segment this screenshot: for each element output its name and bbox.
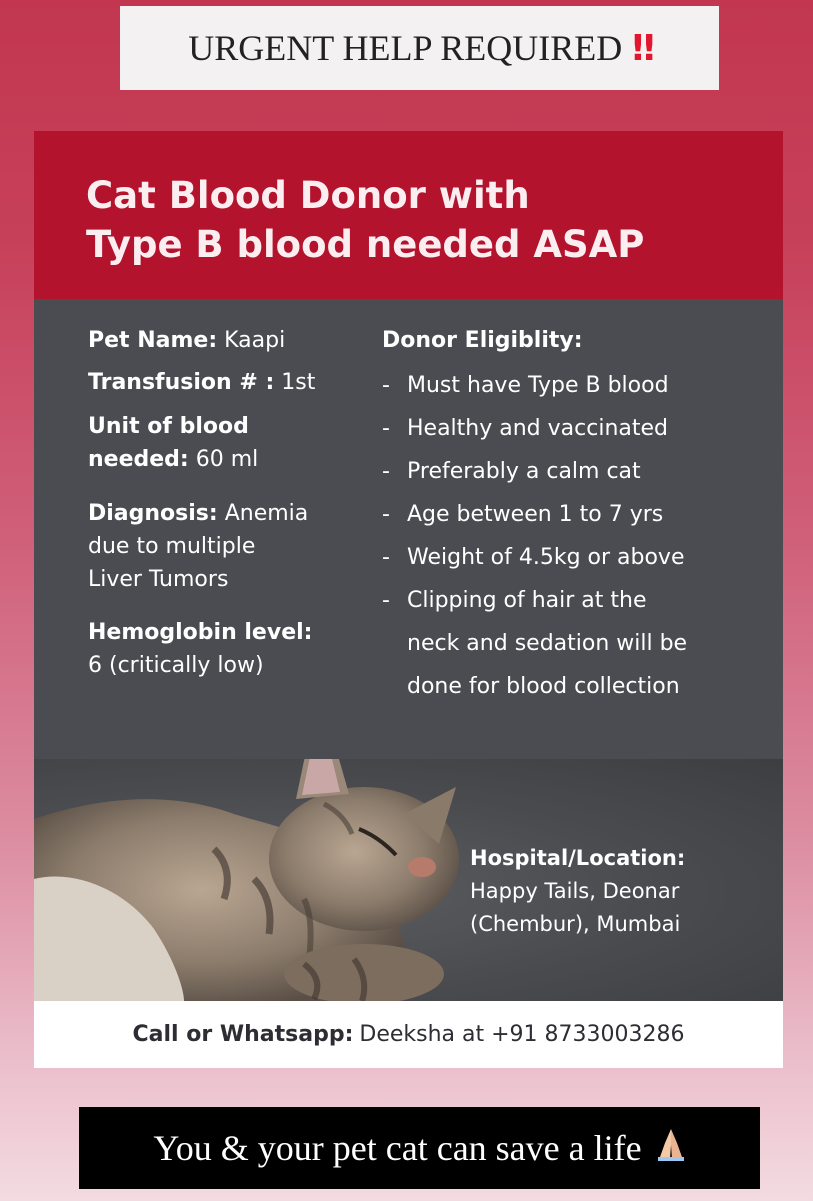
double-exclamation-icon: ‼ (632, 27, 651, 69)
diagnosis-value-line-2: due to multiple (88, 534, 256, 559)
list-item: - Preferably a calm cat (382, 459, 641, 484)
praying-hands-icon (656, 1127, 686, 1169)
pet-name-label: Pet Name: (88, 328, 218, 353)
list-item: - Healthy and vaccinated (382, 416, 668, 441)
unit-label-line-2: needed: (88, 447, 189, 472)
title-line-1: Cat Blood Donor with (86, 174, 530, 217)
pet-name-row (88, 324, 368, 357)
contact-label: Call or Whatsapp: (132, 1022, 354, 1047)
urgent-banner-text: URGENT HELP REQUIRED (188, 28, 623, 68)
pet-name-value: Kaapi (224, 328, 286, 353)
unit-row (88, 410, 368, 476)
transfusion-row (88, 366, 368, 399)
contact-value[interactable]: Deeksha at +91 8733003286 (359, 1022, 685, 1047)
list-item: - Must have Type B blood (382, 373, 669, 398)
diagnosis-label: Diagnosis: (88, 501, 218, 526)
hospital-label: Hospital/Location: (470, 846, 686, 870)
eligibility-last-line-3: done for blood collection (407, 674, 680, 699)
urgent-banner (120, 6, 719, 90)
card-header (34, 131, 783, 299)
save-a-life-banner (79, 1107, 760, 1189)
hospital-line-2: (Chembur), Mumbai (470, 912, 681, 936)
hemoglobin-value: 6 (critically low) (88, 653, 264, 678)
transfusion-value: 1st (281, 370, 316, 395)
list-item: - Clipping of hair at the neck and sedation will be done for blood collection (382, 579, 782, 708)
title-line-2: Type B blood needed ASAP (86, 223, 645, 266)
diagnosis-row (88, 497, 368, 596)
hemoglobin-label: Hemoglobin level: (88, 620, 313, 645)
eligibility-last-line-2: neck and sedation will be (407, 631, 688, 656)
unit-label-line-1: Unit of blood (88, 414, 249, 439)
save-a-life-text: You & your pet cat can save a life (153, 1128, 642, 1168)
diagnosis-value-line-1: Anemia (224, 501, 309, 526)
hospital-location (470, 842, 685, 941)
list-item: - Age between 1 to 7 yrs (382, 502, 664, 527)
diagnosis-value-line-3: Liver Tumors (88, 567, 229, 592)
list-item: - Weight of 4.5kg or above (382, 545, 685, 570)
donor-eligibility (382, 324, 782, 699)
eligibility-list (382, 364, 782, 708)
sleeping-cat-photo (34, 759, 783, 1001)
hemoglobin-row (88, 616, 368, 682)
card-title (86, 171, 644, 269)
transfusion-label: Transfusion # : (88, 370, 275, 395)
hospital-line-1: Happy Tails, Deonar (470, 879, 680, 903)
eligibility-last-line-1: Clipping of hair at the (407, 588, 647, 613)
unit-value: 60 ml (195, 447, 259, 472)
contact-bar (34, 1001, 783, 1068)
eligibility-title: Donor Eligiblity: (382, 328, 583, 353)
poster-card (34, 131, 783, 1068)
